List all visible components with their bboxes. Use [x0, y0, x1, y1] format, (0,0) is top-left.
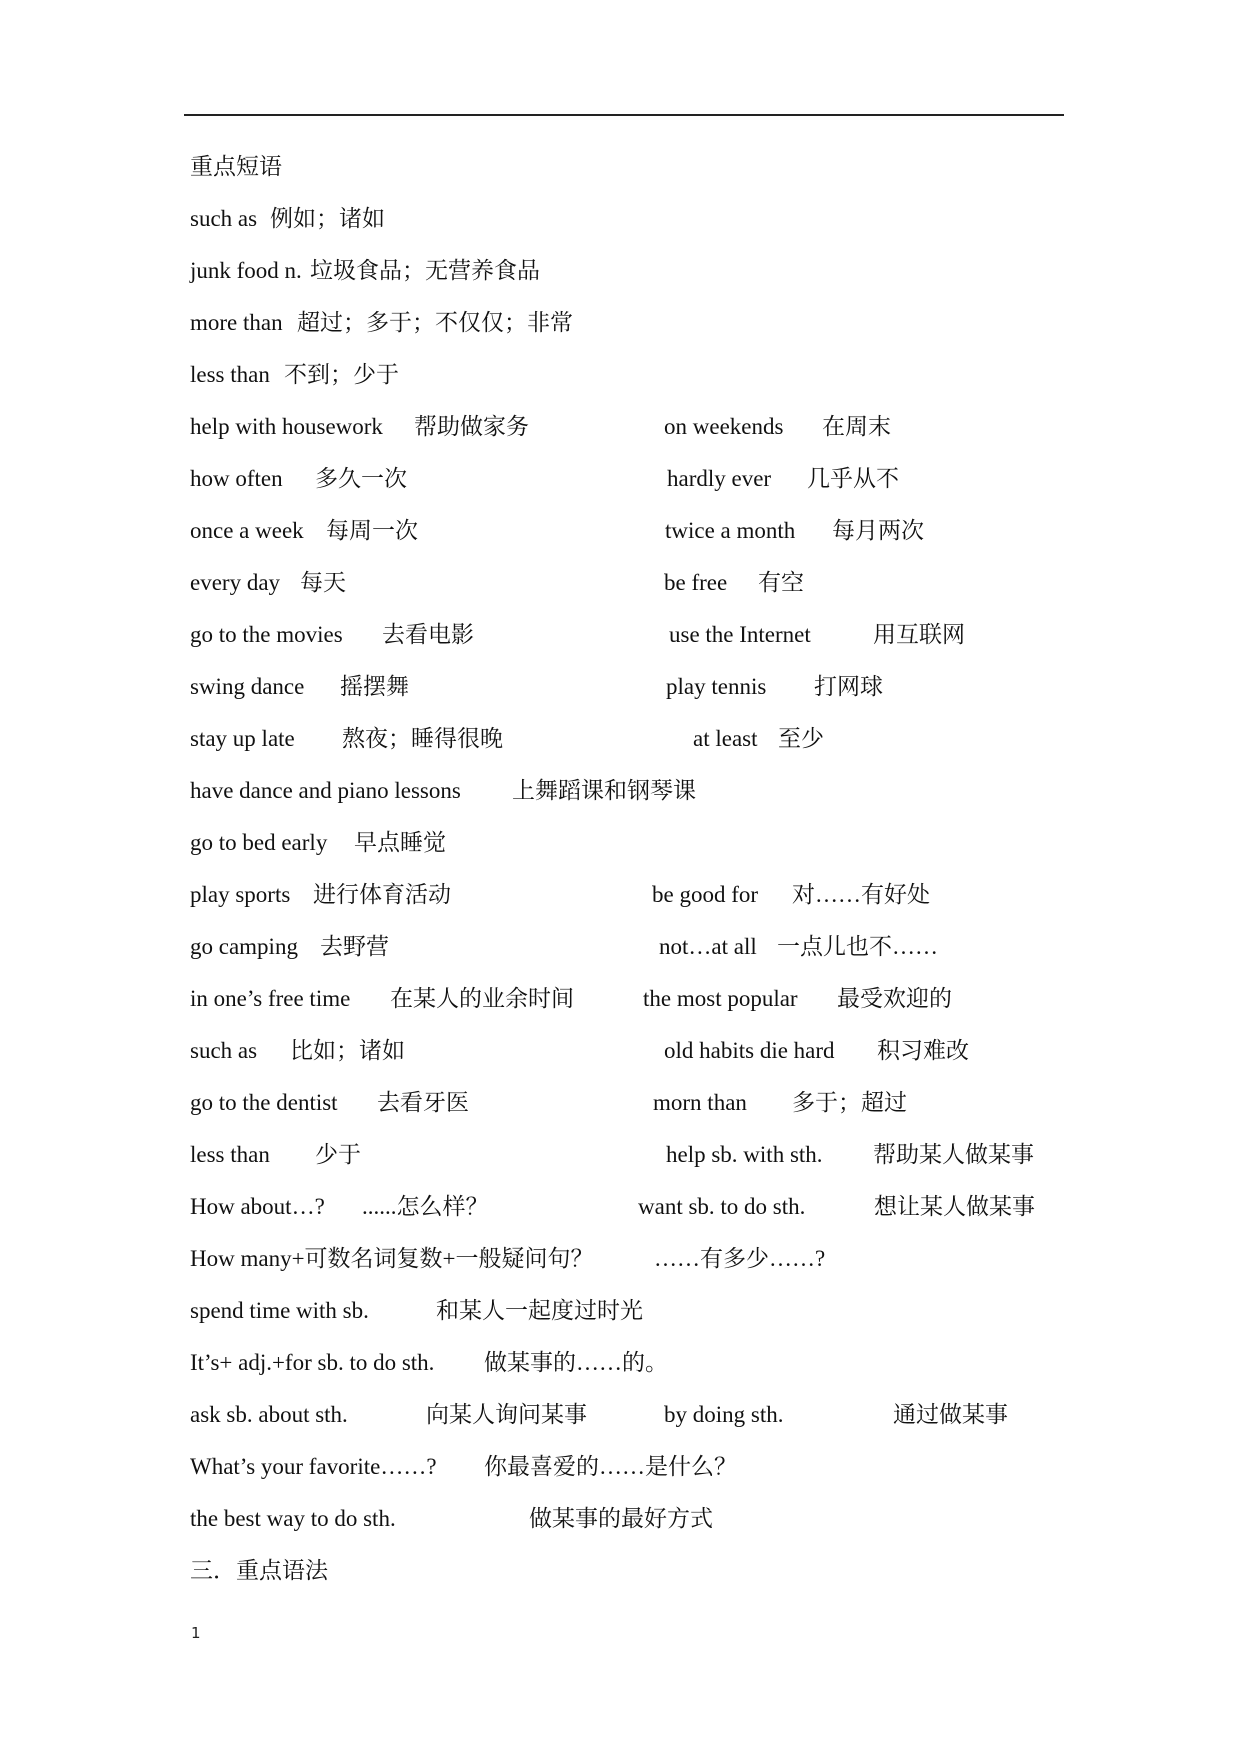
right-zh: 想让某人做某事: [874, 1194, 1035, 1219]
left-en: go to the dentist: [190, 1090, 338, 1115]
left-zh: 多久一次: [315, 466, 407, 491]
left-zh: 进行体育活动: [313, 882, 451, 907]
phrase-pair: [190, 563, 1090, 615]
left-zh: 每天: [300, 570, 346, 595]
left-en: stay up late: [190, 726, 295, 751]
phrase-en: go to bed early: [190, 830, 328, 855]
phrase-zh: 和某人一起度过时光: [436, 1298, 643, 1323]
phrase-line: [190, 303, 1090, 355]
phrase-pair: [190, 927, 1090, 979]
phrase-pair: [190, 875, 1090, 927]
right-en: hardly ever: [667, 466, 772, 491]
right-en: use the Internet: [669, 622, 811, 647]
phrase-pair: [190, 407, 1090, 459]
right-en: old habits die hard: [664, 1038, 835, 1063]
right-en: be good for: [652, 882, 759, 907]
left-en: once a week: [190, 518, 304, 543]
left-zh: 向某人询问某事: [426, 1402, 587, 1427]
header-rule: [184, 114, 1064, 116]
right-zh: 有空: [758, 570, 804, 595]
right-zh: 多于；超过: [792, 1090, 907, 1115]
phrase-line: [190, 1447, 1090, 1499]
phrase-line: [190, 199, 1090, 251]
phrase-en: more than: [190, 310, 283, 335]
phrase-en: junk food n.: [190, 258, 302, 283]
left-zh: 帮助做家务: [414, 414, 529, 439]
left-en: swing dance: [190, 674, 305, 699]
left-zh: 每周一次: [326, 518, 418, 543]
right-zh: 积习难改: [877, 1038, 969, 1063]
left-en: less than: [190, 1142, 270, 1167]
right-en: play tennis: [666, 674, 767, 699]
left-zh: 去看牙医: [377, 1090, 469, 1115]
phrase-line: [190, 823, 1090, 875]
left-en: such as: [190, 1038, 258, 1063]
phrase-en: such as: [190, 206, 258, 231]
phrase-en: What’s your favorite……?: [190, 1454, 437, 1479]
left-zh: 在某人的业余时间: [390, 986, 574, 1011]
phrase-pair: [190, 615, 1090, 667]
section-three-heading: [190, 1551, 1090, 1603]
phrase-en: have dance and piano lessons: [190, 778, 461, 803]
heading-text: 重点短语: [190, 154, 282, 179]
right-en: want sb. to do sth.: [638, 1194, 806, 1219]
right-zh: 对……有好处: [792, 882, 930, 907]
phrase-list: [190, 147, 1090, 1603]
phrase-en: less than: [190, 362, 270, 387]
left-en: go to the movies: [190, 622, 343, 647]
left-en: how often: [190, 466, 283, 491]
right-zh: 几乎从不: [807, 466, 899, 491]
phrase-en: the best way to do sth.: [190, 1506, 396, 1531]
phrase-zh: 上舞蹈课和钢琴课: [512, 778, 696, 803]
right-zh: 用互联网: [873, 622, 965, 647]
left-en: every day: [190, 570, 281, 595]
right-en: not…at all: [659, 934, 757, 959]
phrase-zh: 做某事的……的。: [484, 1350, 668, 1375]
phrase-line: [190, 1343, 1090, 1395]
phrase-pair: [190, 719, 1090, 771]
phrase-zh: 垃圾食品；无营养食品: [310, 258, 540, 283]
phrase-pair: [190, 979, 1090, 1031]
right-zh: 一点儿也不……: [777, 934, 938, 959]
right-en: the most popular: [643, 986, 798, 1011]
page-number: 1: [191, 1624, 201, 1642]
phrase-pair: [190, 1083, 1090, 1135]
phrase-zh: ……有多少……?: [654, 1246, 826, 1271]
right-en: morn than: [653, 1090, 747, 1115]
section-three-text: 三．重点语法: [190, 1558, 328, 1583]
right-zh: 在周末: [822, 414, 891, 439]
section-heading: [190, 147, 1090, 199]
phrase-en: spend time with sb.: [190, 1298, 369, 1323]
phrase-pair: [190, 1395, 1090, 1447]
phrase-zh: 不到；少于: [284, 362, 399, 387]
right-zh: 至少: [778, 726, 824, 751]
right-zh: 帮助某人做某事: [873, 1142, 1034, 1167]
phrase-zh: 你最喜爱的……是什么？: [484, 1454, 737, 1479]
phrase-line: [190, 1291, 1090, 1343]
phrase-zh: 做某事的最好方式: [529, 1506, 713, 1531]
right-en: be free: [664, 570, 728, 595]
phrase-line: [190, 771, 1090, 823]
left-en: ask sb. about sth.: [190, 1402, 348, 1427]
phrase-zh: 早点睡觉: [354, 830, 446, 855]
left-zh: 摇摆舞: [340, 674, 409, 699]
right-zh: 打网球: [814, 674, 883, 699]
phrase-line: [190, 355, 1090, 407]
right-zh: 最受欢迎的: [837, 986, 952, 1011]
right-en: help sb. with sth.: [666, 1142, 823, 1167]
right-zh: 通过做某事: [893, 1402, 1008, 1427]
phrase-pair: [190, 459, 1090, 511]
phrase-line: [190, 1239, 1090, 1291]
left-zh: ......怎么样？: [362, 1194, 489, 1219]
right-zh: 每月两次: [832, 518, 924, 543]
left-en: How about…?: [190, 1194, 325, 1219]
right-en: by doing sth.: [664, 1402, 784, 1427]
left-zh: 去野营: [320, 934, 389, 959]
left-en: help with housework: [190, 414, 383, 439]
right-en: twice a month: [665, 518, 796, 543]
phrase-line: [190, 1499, 1090, 1551]
phrase-en: It’s+ adj.+for sb. to do sth.: [190, 1350, 435, 1375]
phrase-pair: [190, 1187, 1090, 1239]
phrase-en: How many+可数名词复数+一般疑问句？: [190, 1246, 594, 1271]
phrase-pair: [190, 667, 1090, 719]
left-zh: 少于: [315, 1142, 361, 1167]
right-en: on weekends: [664, 414, 784, 439]
left-en: play sports: [190, 882, 291, 907]
left-en: in one’s free time: [190, 986, 351, 1011]
phrase-zh: 超过；多于；不仅仅；非常: [297, 310, 573, 335]
phrase-pair: [190, 1135, 1090, 1187]
phrase-line: [190, 251, 1090, 303]
right-en: at least: [693, 726, 758, 751]
left-zh: 比如；诸如: [290, 1038, 405, 1063]
phrase-zh: 例如；诸如: [270, 206, 385, 231]
phrase-pair: [190, 511, 1090, 563]
left-zh: 去看电影: [382, 622, 474, 647]
left-zh: 熬夜；睡得很晚: [342, 726, 503, 751]
phrase-pair: [190, 1031, 1090, 1083]
left-en: go camping: [190, 934, 298, 959]
